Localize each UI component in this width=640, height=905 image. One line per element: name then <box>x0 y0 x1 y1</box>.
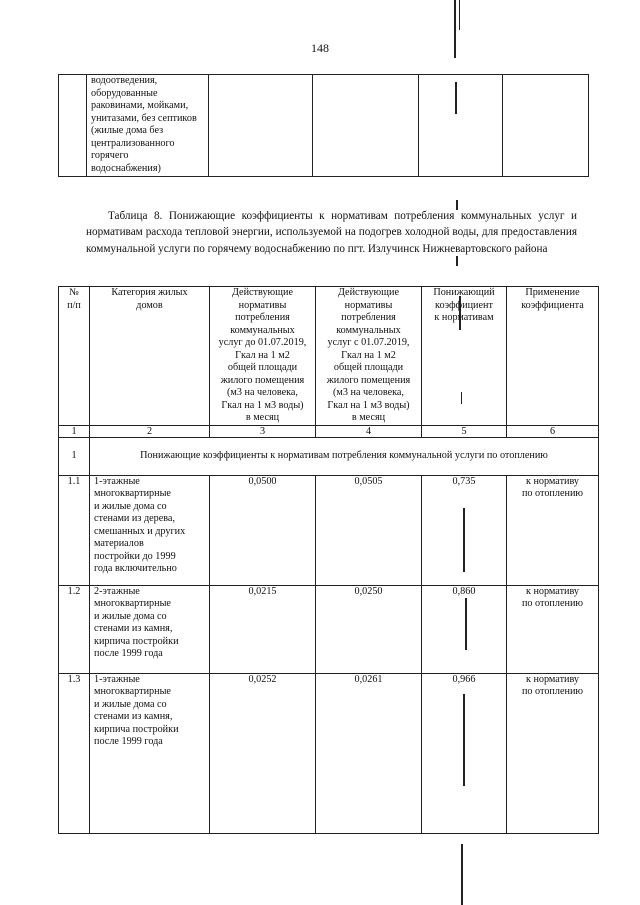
column-number: 4 <box>316 425 422 437</box>
fragment-category-cell <box>87 75 209 177</box>
category-line: и жилые дома со <box>94 610 167 622</box>
fragment-empty-cell <box>419 75 503 177</box>
header-line: домов <box>136 299 163 311</box>
section-row <box>59 437 599 475</box>
application-cell <box>507 475 599 585</box>
norm-after-value: 0,0261 <box>316 673 422 833</box>
header-line: Применение <box>525 287 580 298</box>
category-line: после 1999 года <box>94 736 163 747</box>
norm-before-value: 0,0215 <box>210 585 316 673</box>
header-line: услуг до 01.07.2019, <box>218 337 307 348</box>
column-number: 6 <box>507 425 599 437</box>
category-line: и жилые дома со <box>94 500 167 512</box>
header-line: в месяц <box>245 412 280 423</box>
header-line: жилого помещения <box>220 374 305 386</box>
header-line: потребления <box>235 312 290 323</box>
category-line: многоквартирные <box>94 488 171 499</box>
norm-after-value: 0,0250 <box>316 585 422 673</box>
table-row <box>59 673 599 833</box>
fragment-line: водоснабжения) <box>91 162 161 174</box>
category-line: 1-этажные <box>94 475 140 487</box>
header-line: Категория жилых <box>111 287 188 298</box>
category-line: многоквартирные <box>94 598 171 609</box>
fragment-empty-cell <box>313 75 419 177</box>
coefficient-value: 0,735 <box>422 475 507 585</box>
column-number: 1 <box>59 425 90 437</box>
fragment-line: горячего <box>91 150 129 161</box>
header-line: общей площади <box>227 362 298 373</box>
fragment-line: водоотведения, <box>91 75 158 86</box>
application-line: по отоплению <box>521 598 584 609</box>
section-number: 1 <box>59 437 90 475</box>
category-line: многоквартирные <box>94 686 171 697</box>
category-line: смешанных и других <box>94 525 186 537</box>
fragment-num-cell <box>59 75 87 177</box>
row-number: 1.2 <box>59 585 90 673</box>
column-number: 2 <box>90 425 210 437</box>
column-number: 3 <box>210 425 316 437</box>
norm-before-value: 0,0252 <box>210 673 316 833</box>
category-line: стенами из дерева, <box>94 513 176 524</box>
application-cell <box>507 673 599 833</box>
scan-artifact <box>459 0 460 30</box>
header-line: услуг с 01.07.2019, <box>327 337 410 348</box>
fragment-line: унитазами, без септиков <box>91 112 197 124</box>
category-line: и жилые дома со <box>94 698 167 710</box>
application-line: к нормативу <box>525 475 580 487</box>
header-line: № <box>69 287 79 298</box>
header-line: общей площади <box>333 362 404 373</box>
application-line: к нормативу <box>525 585 580 597</box>
header-line: жилого помещения <box>326 374 411 386</box>
fragment-line: централизованного <box>91 137 175 149</box>
category-line: 2-этажные <box>94 585 140 597</box>
category-line: кирпича постройки <box>94 635 179 647</box>
category-line: 1-этажные <box>94 673 140 685</box>
header-coefficient <box>422 287 507 426</box>
table-header-row <box>59 287 599 426</box>
fragment-empty-cell <box>209 75 313 177</box>
table-row <box>59 585 599 673</box>
scan-artifact <box>454 0 456 58</box>
coefficients-table <box>58 286 599 834</box>
fragment-empty-cell <box>503 75 589 177</box>
header-line: коэффициент <box>435 299 493 311</box>
application-cell <box>507 585 599 673</box>
norm-after-value: 0,0505 <box>316 475 422 585</box>
scan-artifact <box>456 256 458 266</box>
header-application <box>507 287 599 426</box>
header-line: Действующие <box>231 287 293 298</box>
continued-table-fragment <box>58 74 589 177</box>
application-line: по отоплению <box>521 686 584 697</box>
row-category <box>90 673 210 833</box>
norm-before-value: 0,0500 <box>210 475 316 585</box>
column-number: 5 <box>422 425 507 437</box>
header-line: коэффициента <box>521 299 584 311</box>
header-category <box>90 287 210 426</box>
header-norm-before <box>210 287 316 426</box>
header-line: нормативы <box>344 299 393 311</box>
header-norm-after <box>316 287 422 426</box>
row-number: 1.1 <box>59 475 90 585</box>
scan-artifact <box>461 844 463 905</box>
category-line: года включительно <box>94 563 177 574</box>
column-numbers-row <box>59 425 599 437</box>
header-line: Понижающий <box>433 287 495 298</box>
fragment-line: оборудованные <box>91 87 158 99</box>
category-line: кирпича постройки <box>94 723 179 735</box>
header-line: Гкал на 1 м2 <box>341 349 396 361</box>
header-line: п/п <box>67 299 81 311</box>
fragment-line: (жилые дома без <box>91 125 164 136</box>
row-category <box>90 585 210 673</box>
header-line: потребления <box>341 312 396 323</box>
header-line: Гкал на 1 м3 воды) <box>327 399 410 411</box>
application-line: по отоплению <box>521 488 584 499</box>
category-line: материалов <box>94 538 144 549</box>
header-line: коммунальных <box>230 324 295 336</box>
coefficient-value: 0,966 <box>422 673 507 833</box>
section-title: Понижающие коэффициенты к нормативам потребления коммунальной услуги по отоплению <box>90 437 599 475</box>
fragment-line: раковинами, мойками, <box>91 100 189 111</box>
table-caption: Таблица 8. Понижающие коэффициенты к нормативам потребления коммунальных услуг и нормативам расхода тепловой энергии, используемой на подогрев холодной воды, для предоставления коммунальной услуги по горячему водоснабжению по пгт. Излучинск Нижневартовского района <box>86 210 577 255</box>
category-line: после 1999 года <box>94 648 163 659</box>
header-num <box>59 287 90 426</box>
header-line: (м3 на человека, <box>227 387 298 398</box>
category-line: постройки до 1999 <box>94 550 176 562</box>
row-number: 1.3 <box>59 673 90 833</box>
header-line: в месяц <box>351 412 386 423</box>
table-row <box>59 475 599 585</box>
header-line: Действующие <box>337 287 399 298</box>
application-line: к нормативу <box>525 673 580 685</box>
coefficient-value: 0,860 <box>422 585 507 673</box>
row-category <box>90 475 210 585</box>
category-line: стенами из камня, <box>94 711 173 722</box>
page-number: 148 <box>311 41 329 55</box>
category-line: стенами из камня, <box>94 623 173 634</box>
header-line: коммунальных <box>336 324 401 336</box>
header-line: (м3 на человека, <box>333 387 404 398</box>
header-line: к нормативам <box>434 312 494 323</box>
header-line: нормативы <box>238 299 287 311</box>
header-line: Гкал на 1 м3 воды) <box>221 399 304 411</box>
header-line: Гкал на 1 м2 <box>235 349 290 361</box>
